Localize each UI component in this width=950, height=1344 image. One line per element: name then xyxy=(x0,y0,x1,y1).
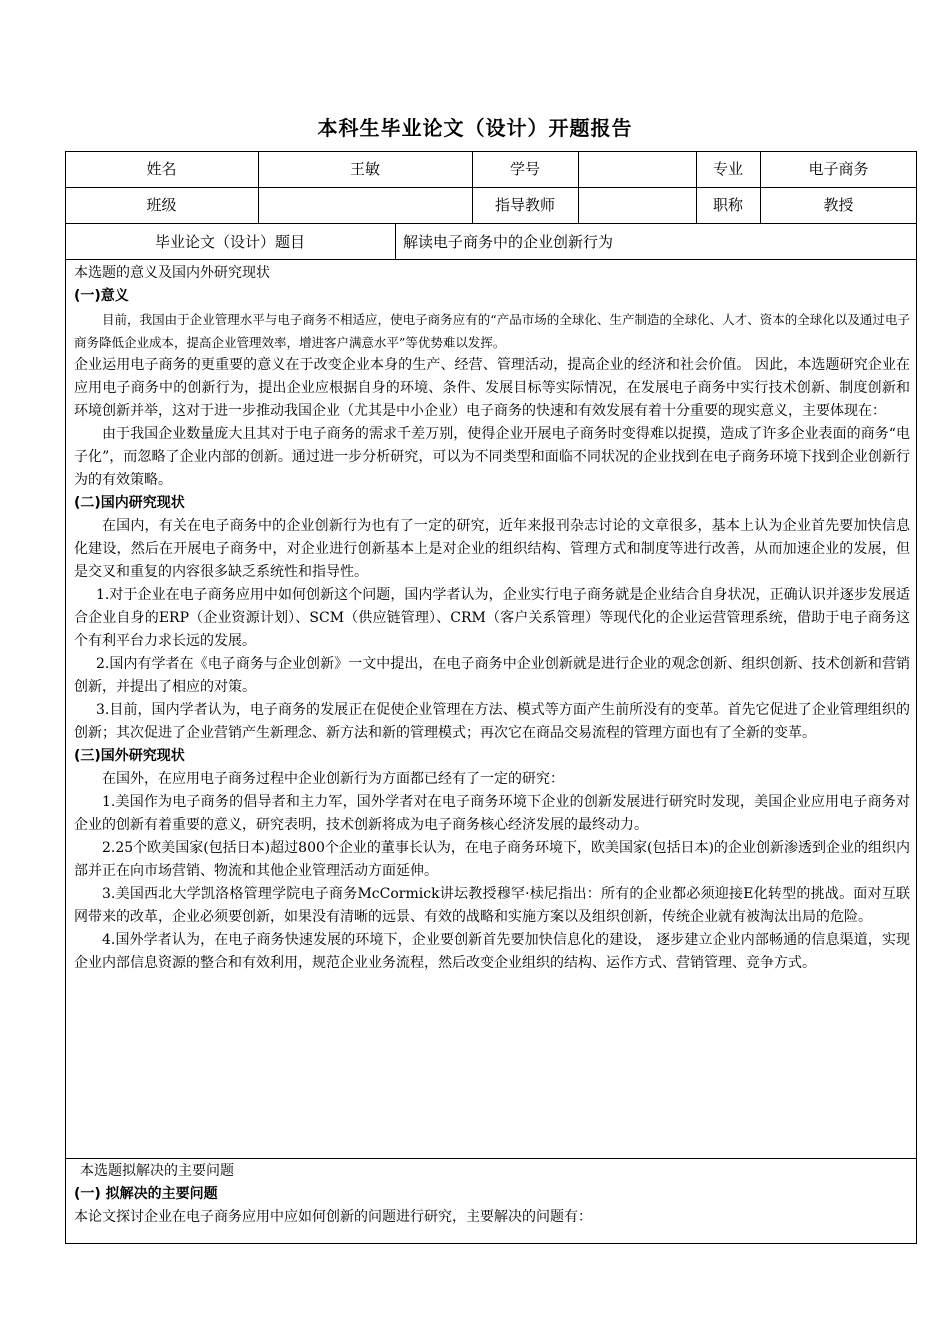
advisor-label: 指导教师 xyxy=(494,196,555,214)
rank-value: 教授 xyxy=(823,196,854,214)
name-label: 姓名 xyxy=(146,160,177,178)
research-status-section xyxy=(74,262,910,975)
page-title: 本科生毕业论文（设计）开题报告 xyxy=(317,116,633,140)
paragraph: 在国外，在应用电子商务过程中企业创新行为方面都已经有了一定的研究： xyxy=(102,771,564,787)
paragraph: 由于我国企业数量庞大且其对于电子商务的需求千差万别，使得企业开展电子商务时变得难以捉摸，造成了许多企业表面的商务“电子化”，而忽略了企业内部的创新。通过进一步分析研究，可以为不同类型和面临不同状况的企业找到在电子商务环境下找到企业创新行为的有效策略。 xyxy=(74,426,910,488)
domestic-heading: (二)国内研究现状 xyxy=(74,495,185,511)
paragraph: 在国内，有关在电子商务中的企业创新行为也有了一定的研究，近年来报刊杂志讨论的文章很多，基本上认为企业首先要加快信息化建设，然后在开展电子商务中，对企业进行创新基本上是对企业的组织结构、管理方式和制度等进行改善，从而加速企业的发展，但是交叉和重复的内容很多缺乏系统性和指导性。 xyxy=(74,518,910,580)
class-label: 班级 xyxy=(146,196,177,214)
rank-label: 职称 xyxy=(712,196,743,214)
col-divider xyxy=(578,151,579,223)
foreign-heading: (三)国外研究现状 xyxy=(74,748,185,764)
section-header: 本选题拟解决的主要问题 xyxy=(80,1163,234,1179)
student-id-label: 学号 xyxy=(509,160,540,178)
row-divider xyxy=(65,259,917,260)
section-divider xyxy=(65,1158,917,1159)
paragraph: 目前，我国由于企业管理水平与电子商务不相适应，使电子商务应有的“产品市场的全球化、生产制造的全球化、人才、资本的全球化以及通过电子商务降低企业成本，提高企业管理效率，增进客户满意水平”等优势难以发挥。 xyxy=(74,312,910,350)
topic-label: 毕业论文（设计）题目 xyxy=(154,233,305,251)
list-item: 4.国外学者认为，在电子商务快速发展的环境下，企业要创新首先要加快信息化的建设， 逐步建立企业内部畅通的信息渠道，实现企业内部信息资源的整合和有效利用，规范企业业务流程，然后改变企业组织的结构、运作方式、营销管理、竞争方式。 xyxy=(74,932,910,971)
major-value: 电子商务 xyxy=(808,160,869,178)
paragraph: 本论文探讨企业在电子商务应用中应如何创新的问题进行研究，主要解决的问题有： xyxy=(74,1209,592,1225)
list-item: 3.美国西北大学凯洛格管理学院电子商务McCormick讲坛教授穆罕·椟尼指出：所有的企业都必须迎接E化转型的挑战。面对互联网带来的改革，企业必须要创新，如果没有清晰的远景、有效的战略和实施方案以及组织创新，传统企业就有被淘汰出局的危险。 xyxy=(74,886,910,925)
col-divider xyxy=(395,223,396,259)
list-item: 1.美国作为电子商务的倡导者和主力军，国外学者对在电子商务环境下企业的创新发展进行研究时发现，美国企业应用电子商务对企业的创新有着重要的意义，研究表明，技术创新将成为电子商务核心经济发展的最终动力。 xyxy=(74,794,910,833)
significance-heading: (一)意义 xyxy=(74,288,129,304)
problems-heading: (一) 拟解决的主要问题 xyxy=(74,1186,218,1202)
list-item: 2.25个欧美国家(包括日本)超过800个企业的董事长认为，在电子商务环境下，欧美国家(包括日本)的企业创新渗透到企业的组织内部并正在向市场营销、物流和其他企业管理活动方面延伸。 xyxy=(74,840,910,879)
topic-value: 解读电子商务中的企业创新行为 xyxy=(403,233,614,251)
name-value: 王敏 xyxy=(349,160,380,178)
row-divider xyxy=(65,223,917,224)
list-item: 1.对于企业在电子商务应用中如何创新这个问题，国内学者认为，企业实行电子商务就是企业结合自身状况，正确认识并逐步发展适合企业自身的ERP（企业资源计划）、SCM（供应链管理）、CRM（客户关系管理）等现代化的企业运营管理系统，借助于电子商务这个有利平台力求长远的发展。 xyxy=(74,587,910,649)
list-item: 3.目前，国内学者认为，电子商务的发展正在促使企业管理在方法、模式等方面产生前所没有的变革。首先它促进了企业管理组织的创新；其次促进了企业营销产生新理念、新方法和新的管理模式；再次它在商品交易流程的管理方面也有了全新的变革。 xyxy=(74,702,910,741)
section-header: 本选题的意义及国内外研究现状 xyxy=(74,265,270,281)
paragraph: 企业运用电子商务的更重要的意义在于改变企业本身的生产、经营、管理活动，提高企业的经济和社会价值。 因此，本选题研究企业在应用电子商务中的创新行为，提出企业应根据自身的环境、条件、发展目标等实际情况，在发展电子商务中实行技术创新、制度创新和环境创新并举，这对于进一步推动我国企业（尤其是中小企业）电子商务的快速和有效发展有着十分重要的现实意义，主要体现在： xyxy=(74,357,910,419)
row-divider xyxy=(65,187,917,188)
major-label: 专业 xyxy=(712,160,743,178)
list-item: 2.国内有学者在《电子商务与企业创新》一文中提出，在电子商务中企业创新就是进行企业的观念创新、组织创新、技术创新和营销创新，并提出了相应的对策。 xyxy=(74,656,910,695)
main-problems-section xyxy=(74,1160,910,1229)
